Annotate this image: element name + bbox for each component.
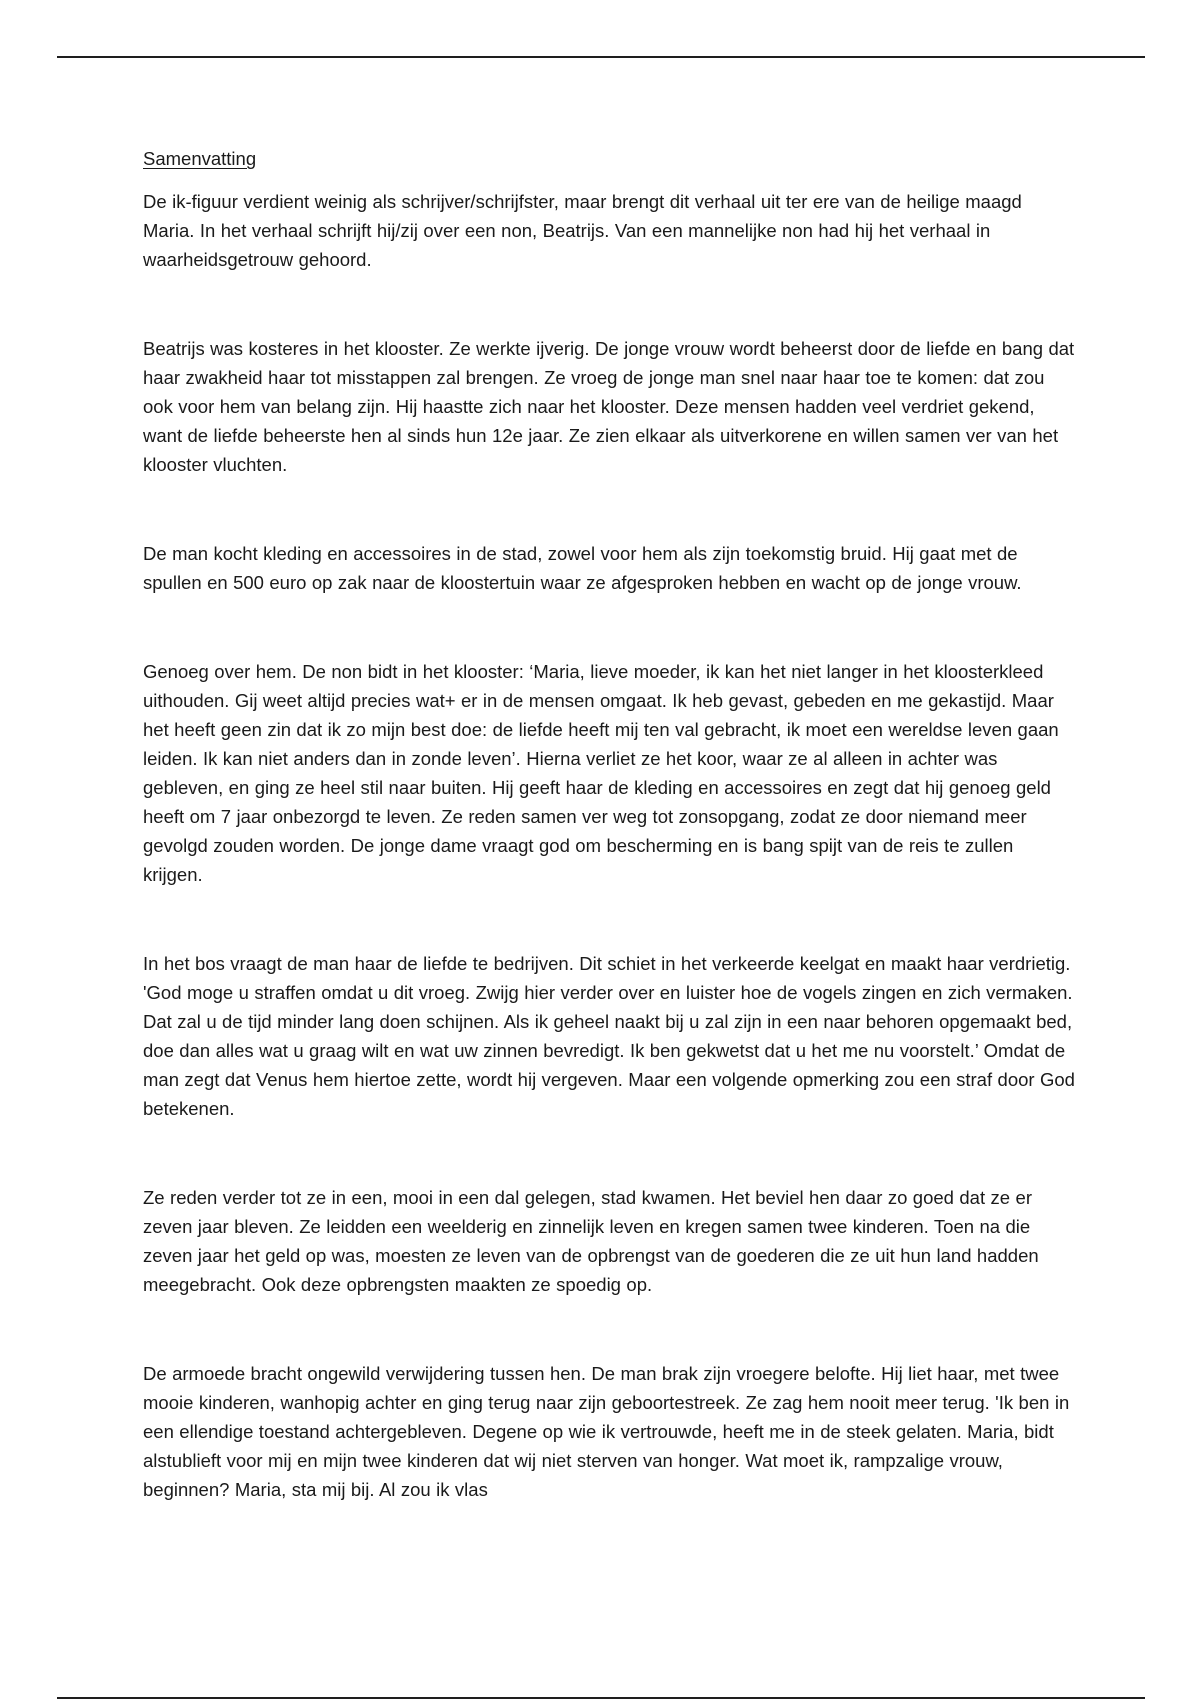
- document-body: [143, 144, 1078, 1504]
- paragraph-2: Beatrijs was kosteres in het klooster. Ze werkte ijverig. De jonge vrouw wordt beheerst door de liefde en bang dat haar zwakheid haar tot misstappen zal brengen. Ze vroeg de jonge man snel naar haar toe te komen: dat zou ook voor hem van belang zijn. Hij haastte zich naar het klooster. Deze mensen hadden veel verdriet gekend, want de liefde beheerste hen al sinds hun 12e jaar. Ze zien elkaar als uitverkorene en willen samen ver van het klooster vluchten.: [143, 338, 1075, 475]
- paragraph-7: De armoede bracht ongewild verwijdering tussen hen. De man brak zijn vroegere belofte. Hij liet haar, met twee mooie kinderen, wanhopig achter en ging terug naar zijn geboortestreek. Ze zag hem nooit meer terug. 'Ik ben in een ellendige toestand achtergebleven. Degene op wie ik vertrouwde, heeft me in de steek gelaten. Maria, bidt alstublieft voor mij en mijn twee kinderen dat wij niet sterven van honger. Wat moet ik, rampzalige vrouw, beginnen? Maria, sta mij bij. Al zou ik vlas: [143, 1363, 1070, 1500]
- paragraph-5: In het bos vraagt de man haar de liefde te bedrijven. Dit schiet in het verkeerde keelgat en maakt haar verdrietig. 'God moge u straffen omdat u dit vroeg. Zwijg hier verder over en luister hoe de vogels zingen en zich vermaken. Dat zal u de tijd minder lang doen schijnen. Als ik geheel naakt bij u zal zijn in een naar behoren opgemaakt bed, doe dan alles wat u graag wilt en wat uw zinnen bevredigt. Ik ben gekwetst dat u het me nu voorstelt.’ Omdat de man zegt dat Venus hem hiertoe zette, wordt hij vergeven. Maar een volgende opmerking zou een straf door God betekenen.: [143, 953, 1075, 1119]
- paragraph-6: Ze reden verder tot ze in een, mooi in een dal gelegen, stad kwamen. Het beviel hen daar zo goed dat ze er zeven jaar bleven. Ze leidden een weelderig en zinnelijk leven en kregen samen twee kinderen. Toen na die zeven jaar het geld op was, moesten ze leven van de opbrengst van de goederen die ze uit hun land hadden meegebracht. Ook deze opbrengsten maakten ze spoedig op.: [143, 1187, 1039, 1295]
- top-rule: [57, 56, 1145, 58]
- bottom-rule: [57, 1697, 1145, 1699]
- paragraph-3: De man kocht kleding en accessoires in de stad, zowel voor hem als zijn toekomstig bruid. Hij gaat met de spullen en 500 euro op zak naar de kloostertuin waar ze afgesproken hebben en wacht op de jonge vrouw.: [143, 543, 1022, 593]
- paragraph-4: Genoeg over hem. De non bidt in het klooster: ‘Maria, lieve moeder, ik kan het niet langer in het kloosterkleed uithouden. Gij weet altijd precies wat+ er in de mensen omgaat. Ik heb gevast, gebeden en me gekastijd. Maar het heeft geen zin dat ik zo mijn best doe: de liefde heeft mij ten val gebracht, ik moet een wereldse leven gaan leiden. Ik kan niet anders dan in zonde leven’. Hierna verliet ze het koor, waar ze al alleen in achter was gebleven, en ging ze heel stil naar buiten. Hij geeft haar de kleding en accessoires en zegt dat hij genoeg geld heeft om 7 jaar onbezorgd te leven. Ze reden samen ver weg tot zonsopgang, zodat ze door niemand meer gevolgd zouden worden. De jonge dame vraagt god om bescherming en is bang spijt van de reis te zullen krijgen.: [143, 661, 1059, 885]
- section-heading: Samenvatting: [143, 148, 257, 169]
- paragraph-1: De ik-figuur verdient weinig als schrijver/schrijfster, maar brengt dit verhaal uit ter ere van de heilige maagd Maria. In het verhaal schrijft hij/zij over een non, Beatrijs. Van een mannelijke non had hij het verhaal in waarheidsgetrouw gehoord.: [143, 191, 1022, 270]
